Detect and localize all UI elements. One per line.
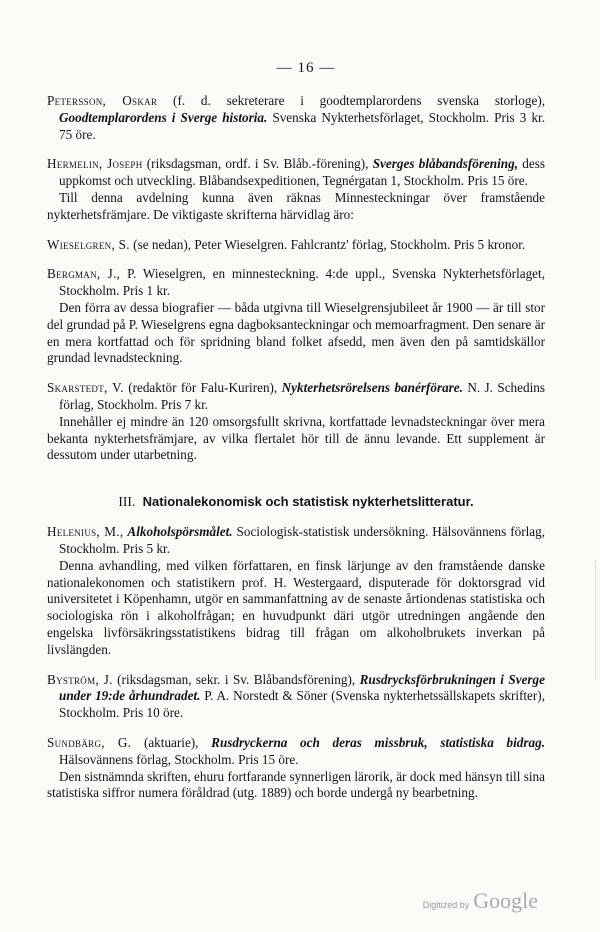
entry-citation — [47, 735, 545, 769]
bibliography-entry — [47, 672, 545, 722]
entry-title: Goodtemplarordens i Sverge historia. — [59, 109, 268, 125]
watermark-brand: Google — [473, 888, 538, 913]
entry-author: Byström, J. — [47, 671, 113, 687]
entry-author: Hermelin, Joseph — [47, 156, 143, 172]
entries-list-a — [47, 93, 545, 464]
entry-citation — [47, 672, 545, 722]
entry-pre-title: (riksdagsman, ordf. i Sv. Blåb.-förening), — [142, 156, 373, 172]
entry-title: Sverges blåbandsförening, — [372, 156, 519, 172]
bibliography-entry — [47, 156, 545, 223]
entry-post-title: N. J. Schedins förlag, Stockholm. Pris 7 kr. — [59, 380, 545, 412]
bibliography-entry — [47, 237, 545, 254]
scan-edge-mark — [593, 560, 596, 680]
digitized-watermark — [423, 888, 538, 914]
entry-citation — [47, 380, 545, 414]
entry-citation — [47, 156, 545, 190]
entry-post-title: Sociologisk-statistisk undersökning. Hälsovännens förlag, Stockholm. Pris 5 kr. — [59, 524, 546, 556]
entry-title: Rusdrycksförbrukningen i Sverge under 19:de århundradet. — [59, 671, 545, 704]
entry-post-title: Svenska Nykterhetsförlaget, Stockholm. Pris 3 kr. 75 öre. — [59, 109, 545, 142]
entries-list-b — [47, 524, 545, 802]
entry-title: Rusdryckerna och deras missbruk, statistiska bidrag. — [211, 734, 545, 750]
entry-title: Nykterhetsrörelsens banérförare. — [281, 380, 463, 396]
entry-annotation: Innehåller ej mindre än 120 omsorgsfullt skrivna, kortfattade levnadsteckningar över mera bekanta nykterhetsfrämjare, av vilka flertalet hör till de ännu levande. Ett supplement är dessutom under utarbetning. — [47, 413, 545, 463]
entry-citation — [47, 266, 545, 300]
page-number: — 16 — — [276, 60, 336, 76]
bibliography-entry — [47, 735, 545, 802]
entry-citation — [47, 237, 545, 254]
entry-annotation: Den förra av dessa biografier — båda utgivna till Wieselgrensjubileet år 1900 — är till stor del grundad på P. Wieselgrens egna dagboksanteckningar och memoarfragment. Den senare är en mera kortfattad och för spridning bland folket afsedd, men även den på samtidskällor grundad levnadsteckning. — [47, 299, 545, 366]
entry-pre-title: (se nedan), Peter Wieselgren. Fahlcrantz' förlag, Stockholm. Pris 5 kronor. — [129, 236, 526, 252]
section-heading — [47, 494, 545, 510]
entry-pre-title: (f. d. sekreterare i goodtemplarordens svenska storloge), — [157, 93, 546, 108]
bibliography-entry — [47, 380, 545, 464]
bibliography-entry — [47, 524, 545, 658]
entry-author: Wieselgren, S. — [47, 236, 130, 252]
section-title: Nationalekonomisk och statistisk nykterhetslitteratur. — [142, 494, 474, 510]
entry-annotation: Till denna avdelning kunna även räknas Minnesteckningar över framstående nykterhetsfrämjare. De viktigaste skrifterna härvidlag äro: — [47, 189, 545, 222]
entry-post-title: Hälsovännens förlag, Stockholm. Pris 15 öre. — [59, 751, 299, 767]
entry-title: Alkoholspörsmålet. — [127, 524, 233, 540]
entry-annotation: Denna avhandling, med vilken författaren, en finsk lärjunge av den framstående danske nationalekonomen och statistikern prof. H. Westergaard, disputerade för doktorsgrad vid universitetet i Köpenhamn, utgör en sammanfattning av de senaste årtiondenas statistiska och sociologiska rön i alkoholfrågan; en huvudpunkt däri utgör utredningen angående den engelska livförsäkringsstatistikens bidrag till frågan om alkoholbrukets inverkan på livslängden. — [47, 557, 545, 657]
section-numeral: III. — [118, 494, 136, 510]
entry-author: Helenius, M., — [47, 524, 124, 540]
document-page — [47, 60, 545, 815]
entry-author: Sundbärg, G. — [47, 734, 132, 750]
entry-post-title: dess uppkomst och utveckling. Blåbandsexpeditionen, Tegnérgatan 1, Stockholm. Pris 15 öre. — [59, 156, 546, 189]
bibliography-entry — [47, 93, 545, 143]
entry-annotation: Den sistnämnda skriften, ehuru fortfarande synnerligen lärorik, är dock med hänsyn till sina statistiska siffror numera föråldrad (utg. 1889) och borde undergå ny bearbetning. — [47, 768, 545, 801]
entry-author: Petersson, Oskar — [47, 93, 158, 108]
entry-citation — [47, 93, 545, 143]
entry-pre-title: (redaktör för Falu-Kuriren), — [123, 380, 282, 396]
entry-post-title: P. A. Norstedt & Söner (Svenska nykterhetssällskapets skrifter), Stockholm. Pris 10 öre. — [59, 688, 545, 721]
entry-pre-title: (riksdagsman, sekr. i Sv. Blåbandsförening), — [112, 671, 360, 687]
entry-author: Skarstedt, V. — [47, 380, 124, 396]
entry-author: Bergman, J., — [47, 266, 121, 282]
entry-citation — [47, 524, 545, 558]
watermark-digitized-text: Digitized by — [422, 900, 470, 910]
bibliography-entry — [47, 266, 545, 367]
entry-pre-title: (aktuarie), — [131, 734, 212, 750]
entry-pre-title: P. Wieselgren, en minnesteckning. 4:de uppl., Svenska Nykterhetsförlaget, Stockholm. Pris 1 kr. — [59, 266, 545, 299]
